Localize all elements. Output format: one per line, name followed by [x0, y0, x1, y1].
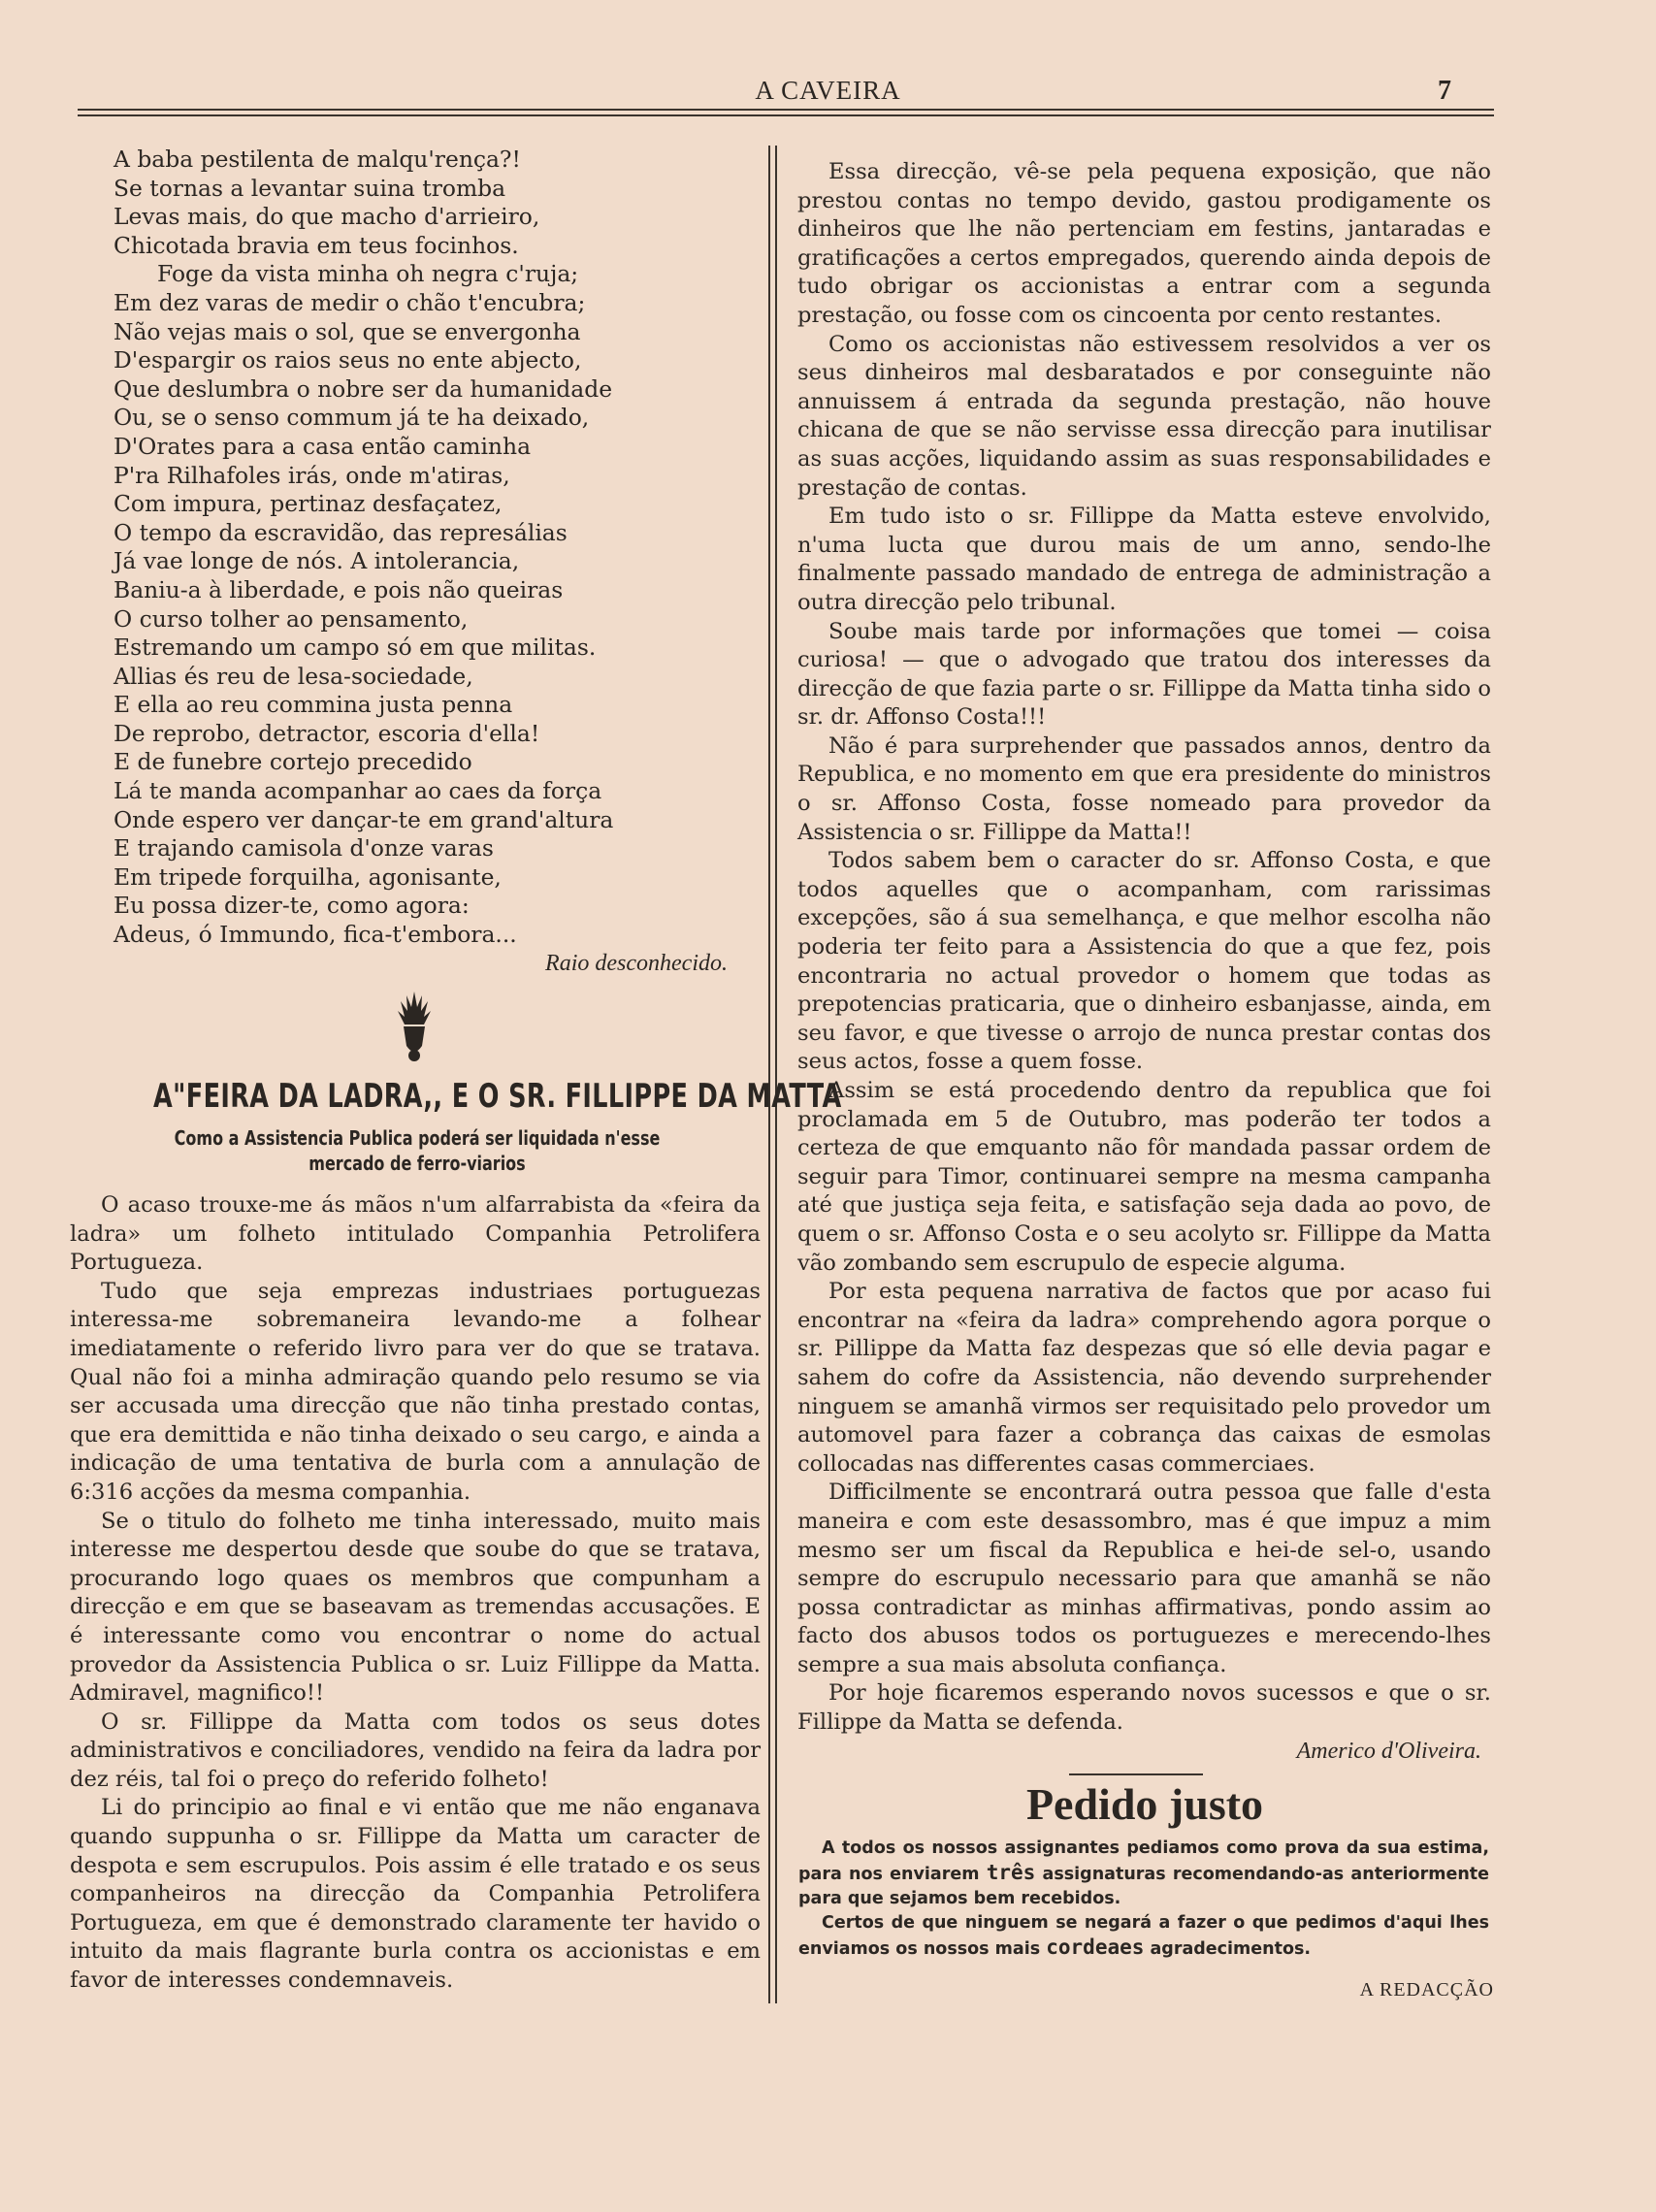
- pedido-text: assignaturas recomendando-as anteriormente para que sejamos bem recebidos.: [798, 1865, 1490, 1908]
- right-article-body: [797, 158, 1491, 1766]
- article-paragraph: O acaso trouxe-me ás mãos n'um alfarrabista da «feira da ladra» um folheto intitulado Companhia Petrolifera Portugueza.: [70, 1192, 761, 1276]
- article-signature: Americo d'Oliveira.: [1296, 1738, 1481, 1764]
- poem-line: E ella ao reu commina justa penna: [114, 691, 513, 719]
- pedido-body: [798, 1837, 1489, 1962]
- article-paragraph: Por esta pequena narrativa de factos que por acaso fui encontrar na «feira da ladra» comprehendo agora porque o sr. Pillippe da Matta faz despezas que só elle devia pagar e sahem do cofre da Assistencia, não devendo surprehender ninguem se amanhã virmos ser requisitado pelo provedor um automovel para fazer a cobrança das caixas de esmolas collocadas nas differentes casas commerciaes.: [797, 1279, 1491, 1477]
- torch-ornament-icon: [395, 990, 434, 1063]
- poem-line: O tempo da escravidão, das represálias: [114, 518, 568, 546]
- pedido-text: A todos os nossos assignantes pediamos como prova da sua estima, para nos enviarem: [798, 1838, 1489, 1884]
- pedido-rule: [1069, 1773, 1203, 1775]
- pedido-emphasis: cordeaes: [1046, 1936, 1145, 1959]
- article-paragraph: Assim se está procedendo dentro da republica que foi proclamada em 5 de Outubro, mas poderão ter todos a certeza de que emquanto não fôr mandada passar ordem de seguir para Timor, continuarei sempre na mesma campanha até que justiça seja feita, e satisfação seja dada ao povo, de quem o sr. Affonso Costa e o seu acolyto sr. Fillippe da Matta vão zombando sem escrupulo de especie alguma.: [797, 1078, 1491, 1276]
- poem-line: Levas mais, do que macho d'arrieiro,: [114, 203, 540, 231]
- poem-line: O curso tolher ao pensamento,: [114, 604, 469, 633]
- article-paragraph: Soube mais tarde por informações que tomei — coisa curiosa! — que o advogado que tratou dos interesses da direcção de que fazia parte o sr. Fillippe da Matta tinha sido o sr. dr. Affonso Costa!!!: [797, 618, 1491, 731]
- poem-line: Já vae longe de nós. A intolerancia,: [114, 547, 520, 575]
- pedido-text: Certos de que ninguem se negará a fazer o que pedimos d'aqui lhes enviamos os nossos mais: [798, 1913, 1489, 1959]
- poem-line: Com impura, pertinaz desfaçatez,: [114, 490, 503, 518]
- article-paragraph: Não é para surprehender que passados annos, dentro da Republica, e no momento em que era presidente do ministros o sr. Affonso Costa, fosse nomeado para provedor da Assistencia o sr. Fillippe da Matta!!: [797, 732, 1491, 845]
- poem: [114, 146, 744, 978]
- poem-line: De reprobo, detractor, escoria d'ella!: [114, 719, 540, 747]
- pedido-signature: A REDACÇÃO: [1359, 1979, 1494, 2001]
- pedido-text: agradecimentos.: [1150, 1939, 1312, 1959]
- poem-line: Que deslumbra o nobre ser da humanidade: [114, 374, 613, 403]
- poem-line: E trajando camisola d'onze varas: [114, 834, 494, 862]
- poem-line: Estremando um campo só em que militas.: [114, 634, 597, 662]
- poem-line: Se tornas a levantar suina tromba: [114, 174, 506, 202]
- poem-line: P'ra Rilhafoles irás, onde m'atiras,: [114, 461, 510, 489]
- article-paragraph: Difficilmente se encontrará outra pessoa que falle d'esta maneira e com este desassombro, mas é que impuz a mim mesmo ser um fiscal da Republica e hei-de sel-o, usando sempre do escrupulo necessario para que amanhã se não possa contradictar as minhas affirmativas, pondo assim ao facto dos abusos todos os portuguezes e merecendo-lhes sempre a sua mais absoluta confiança.: [797, 1480, 1491, 1677]
- poem-line: Chicotada bravia em teus focinhos.: [114, 231, 519, 259]
- header-rule: [78, 109, 1494, 111]
- article-paragraph: Essa direcção, vê-se pela pequena exposição, que não prestou contas no tempo devido, gastou prodigamente os dinheiros que lhe não pertenciam em festins, jantaradas e gratificações a certos empregados, querendo ainda depois de tudo obrigar os accionistas a entrar com a segunda prestação, ou fosse com os cincoenta por cento restantes.: [797, 159, 1491, 328]
- pedido-emphasis: três: [986, 1861, 1036, 1884]
- article-subheadline: [92, 1125, 742, 1176]
- poem-line: Allias és reu de lesa-sociedade,: [114, 662, 473, 690]
- pedido-paragraph: [798, 1837, 1489, 1911]
- header-rule-secondary: [78, 114, 1494, 116]
- article-paragraph: Em tudo isto o sr. Fillippe da Matta esteve envolvido, n'uma lucta que durou mais de um anno, sendo-lhe finalmente passado mandado de entrega de administração a outra direcção pelo tribunal.: [797, 504, 1491, 615]
- poem-line: Em tripede forquilha, agonisante,: [114, 862, 502, 891]
- article-paragraph: Se o titulo do folheto me tinha interessado, muito mais interesse me despertou desde que soube do que se tratava, procurando logo quaes os membros que compunham a direcção e em que se baseavam as tremendas accusações. E é interessante como vou encontrar o nome do actual provedor da Assistencia Publica o sr. Luiz Fillippe da Matta. Admiravel, magnifico!!: [70, 1508, 761, 1707]
- poem-line: Em dez varas de medir o chão t'encubra;: [114, 288, 586, 316]
- page-number: 7: [1438, 76, 1451, 106]
- column-divider: [768, 146, 777, 2003]
- poem-line: Lá te manda acompanhar ao caes da força: [114, 777, 602, 805]
- poem-line: Baniu-a à liberdade, e pois não queiras: [114, 575, 564, 603]
- article-paragraph: Li do principio ao final e vi então que me não enganava quando suppunha o sr. Fillippe da Matta um caracter de despota e sem escrupulos. Pois assim é elle tratado e os seus companheiros na direcção da Companhia Petrolifera Portugueza, em que é demonstrado claramente ter havido o intuito da mais flagrante burla contra os accionistas e em favor de interesses condemnaveis.: [70, 1795, 761, 1994]
- poem-line: Ou, se o senso commum já te ha deixado,: [114, 404, 590, 432]
- article-paragraph: O sr. Fillippe da Matta com todos os seus dotes administrativos e conciliadores, vendido na feira da ladra por dez réis, tal foi o preço do referido folheto!: [70, 1708, 761, 1792]
- article-paragraph: Todos sabem bem o caracter do sr. Affonso Costa, e que todos aquelles que o acompanham, com rarissimas excepções, são á sua semelhança, e que melhor escolha não poderia ter feito para a Assistencia do que a que fez, pois encontraria no actual provedor o homem que todas as prepotencias praticaria, que o dinheiro esbanjasse, ainda, em seu favor, e que tivesse o arrojo de nunca prestar contas dos seus actos, fosse a quem fosse.: [797, 848, 1491, 1075]
- poem-line: Adeus, ó Immundo, fica-t'embora...: [114, 921, 517, 949]
- article-paragraph: Por hoje ficaremos esperando novos sucessos e que o sr. Fillippe da Matta se defenda.: [797, 1680, 1491, 1736]
- left-article-body: [70, 1191, 761, 1996]
- poem-line: E de funebre cortejo precedido: [114, 748, 472, 776]
- pedido-title: Pedido justo: [1025, 1779, 1264, 1829]
- poem-signature: Raio desconhecido.: [545, 950, 728, 976]
- newspaper-title: A CAVEIRA: [755, 76, 901, 105]
- article-paragraph: Tudo que seja emprezas industriaes portuguezas interessa-me sobremaneira levando-me a folhear imediatamente o referido livro para ver do que se tratava. Qual não foi a minha admiração quando pelo resumo se via ser accusada uma direcção que não tinha prestado contas, que era demittida e não tinha deixado o seu cargo, e ainda a indicação de uma tentativa de burla com a annulação de 6:316 acções da mesma companhia.: [70, 1278, 761, 1505]
- article-headline: A"FEIRA DA LADRA,, E O SR. FILLIPPE DA MATTA: [153, 1077, 842, 1116]
- poem-line: D'espargir os raios seus no ente abjecto,: [114, 346, 582, 374]
- poem-line: Onde espero ver dançar-te em grand'altura: [114, 805, 614, 833]
- poem-line: Foge da vista minha oh negra c'ruja;: [157, 260, 579, 288]
- poem-line: Não vejas mais o sol, que se envergonha: [114, 317, 581, 345]
- article-subheadline-text: Como a Assistencia Publica poderá ser liquidada n'esse mercado de ferro-viarios: [174, 1126, 661, 1175]
- poem-line: Eu possa dizer-te, como agora:: [114, 892, 470, 920]
- poem-line: A baba pestilenta de malqu'rença?!: [114, 146, 521, 173]
- poem-line: D'Orates para a casa então caminha: [114, 432, 532, 460]
- article-paragraph: Como os accionistas não estivessem resolvidos a ver os seus dinheiros mal desbaratados e por conseguinte não annuissem á entrada da segunda prestação, não houve chicana de que se não servisse essa direcção para inutilisar as suas acções, liquidando assim as suas responsabilidades e prestação de contas.: [797, 331, 1491, 501]
- pedido-paragraph: [798, 1911, 1489, 1962]
